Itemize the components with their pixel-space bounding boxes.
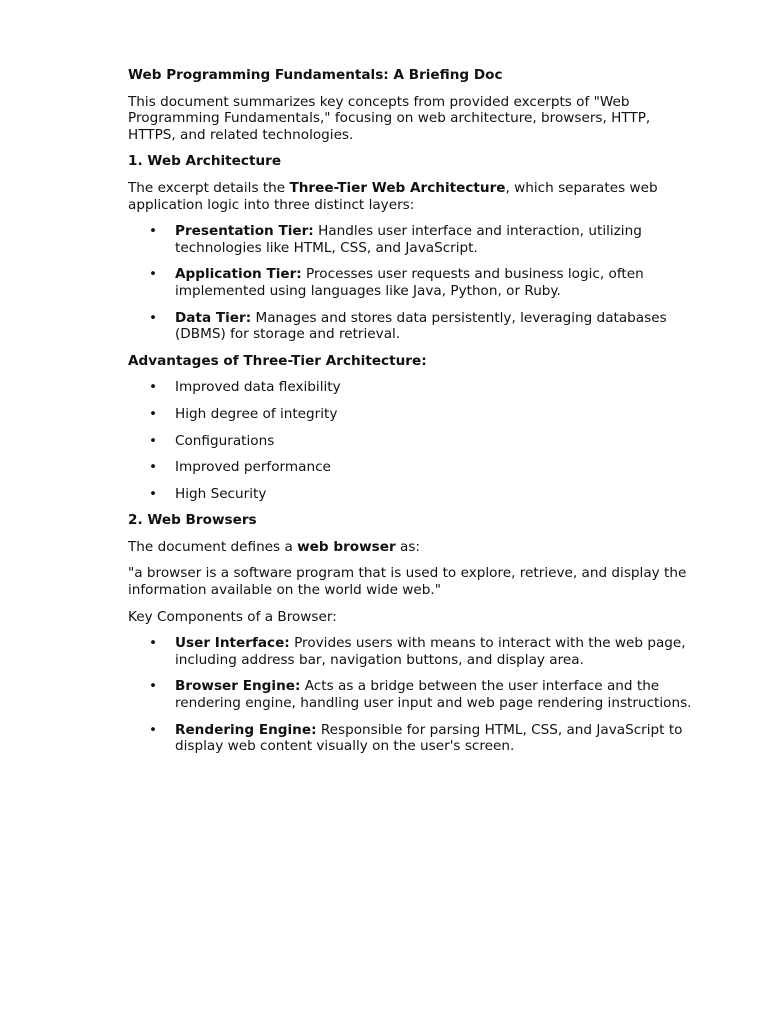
component-text: Provides users with means to interact with the web page, including address bar, navigation buttons, and display area. [175, 635, 686, 668]
architecture-text-pre: The excerpt details the [128, 179, 290, 196]
architecture-paragraph [128, 180, 693, 213]
components-intro: Key Components of a Browser: [128, 608, 337, 625]
tier-text: Processes user requests and business logic, often implemented using languages like Java, Python, or Ruby. [175, 266, 644, 299]
bullet-icon: • [149, 379, 158, 396]
list-item [128, 433, 693, 450]
advantage-text: Improved performance [175, 459, 331, 476]
bullet-icon: • [149, 223, 158, 240]
bullet-icon: • [149, 405, 158, 422]
advantage-text: Improved data flexibility [175, 379, 341, 396]
tier-label: Presentation Tier: [175, 223, 314, 240]
list-item [128, 486, 693, 503]
tier-text: Manages and stores data persistently, leveraging databases (DBMS) for storage and retrieval. [175, 309, 667, 343]
list-item-application-tier [128, 266, 693, 299]
component-text: Responsible for parsing HTML, CSS, and JavaScript to display web content visually on the user's screen. [175, 721, 683, 755]
advantages-heading: Advantages of Three-Tier Architecture: [128, 352, 427, 369]
bullet-icon: • [149, 266, 158, 283]
bullet-icon: • [149, 721, 158, 738]
components-list [128, 635, 693, 755]
tier-label: Application Tier: [175, 266, 302, 283]
bullet-icon: • [149, 678, 158, 695]
definition-text-post: as: [395, 538, 421, 555]
definition-term: web browser [297, 538, 396, 555]
list-item [128, 406, 693, 423]
browser-definition-quote: "a browser is a software program that is used to explore, retrieve, and display the information available on the world wide web." [128, 565, 687, 599]
document-title: Web Programming Fundamentals: A Briefing Doc [128, 67, 503, 83]
tier-text: Handles user interface and interaction, utilizing technologies like HTML, CSS, and JavaScript. [175, 223, 642, 256]
list-item-browser-engine [128, 678, 693, 711]
list-item-presentation-tier [128, 223, 693, 256]
architecture-term: Three-Tier Web Architecture [289, 179, 506, 196]
bullet-icon: • [149, 432, 158, 449]
tier-label: Data Tier: [175, 309, 252, 326]
bullet-icon: • [149, 309, 158, 326]
bullet-icon: • [149, 635, 158, 652]
component-label: Rendering Engine: [175, 721, 317, 738]
browser-definition-intro [128, 539, 693, 556]
bullet-icon: • [149, 459, 158, 476]
bullet-icon: • [149, 485, 158, 502]
document-content [128, 67, 693, 765]
advantages-list [128, 379, 693, 502]
intro-paragraph: This document summarizes key concepts from provided excerpts of "Web Programming Fundamentals," focusing on web architecture, browsers, HTTP, HTTPS, and related technologies. [128, 93, 651, 143]
list-item [128, 459, 693, 476]
tier-list [128, 223, 693, 343]
architecture-text-post: , which separates web application logic into three distinct layers: [128, 179, 658, 213]
section-heading-web-architecture: 1. Web Architecture [128, 153, 282, 170]
component-label: Browser Engine: [175, 678, 301, 695]
list-item-data-tier [128, 310, 693, 343]
advantage-text: High Security [175, 485, 267, 502]
definition-text-pre: The document defines a [128, 538, 298, 555]
list-item [128, 379, 693, 396]
advantage-text: Configurations [175, 432, 275, 449]
component-text: Acts as a bridge between the user interface and the rendering engine, handling user input and web page rendering instructions. [175, 678, 692, 712]
section-heading-web-browsers: 2. Web Browsers [128, 512, 257, 529]
component-label: User Interface: [175, 635, 290, 652]
list-item-rendering-engine [128, 722, 693, 755]
advantage-text: High degree of integrity [175, 405, 338, 422]
list-item-user-interface [128, 635, 693, 668]
